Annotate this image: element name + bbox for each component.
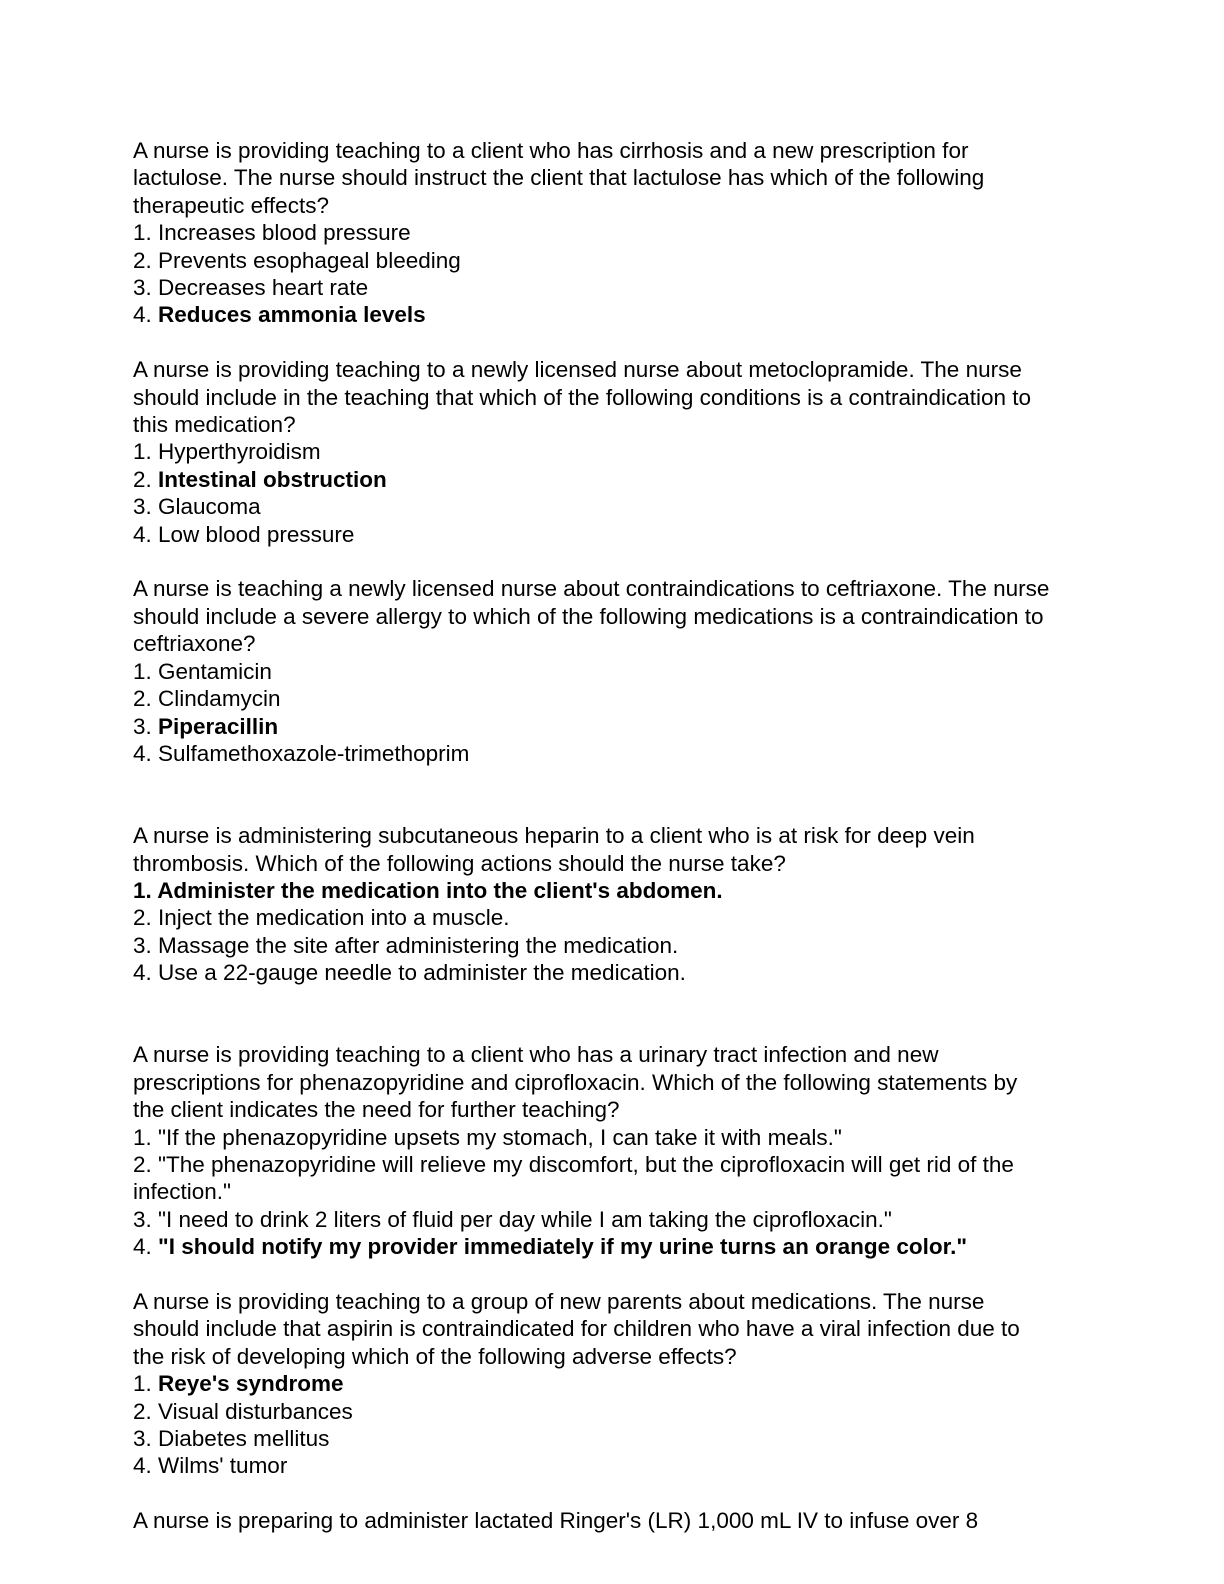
answer-option [133, 932, 1053, 959]
answer-option [133, 521, 1053, 548]
answer-option [133, 904, 1053, 931]
option-number: 4. [133, 740, 152, 766]
answer-options [133, 658, 1053, 768]
answer-option [133, 685, 1053, 712]
option-number: 3. [133, 1426, 152, 1452]
option-text: Prevents esophageal bleeding [158, 247, 461, 273]
option-text: Decreases heart rate [158, 275, 369, 301]
option-number: 2. [133, 686, 152, 712]
question-3 [133, 575, 1053, 767]
answer-option [133, 658, 1053, 685]
spacer [133, 1480, 1053, 1507]
question-stem: A nurse is preparing to administer lactated Ringer's (LR) 1,000 mL IV to infuse over 8 [133, 1508, 979, 1534]
option-number: 2. [133, 466, 152, 492]
option-text: Gentamicin [158, 658, 272, 684]
option-number: 3. [133, 494, 152, 520]
answer-option [133, 247, 1053, 274]
question-2 [133, 356, 1053, 548]
answer-options [133, 219, 1053, 329]
option-text: "I need to drink 2 liters of fluid per day while I am taking the ciprofloxacin." [158, 1206, 892, 1232]
spacer [133, 1261, 1053, 1288]
option-number: 4. [133, 1234, 152, 1260]
question-stem: A nurse is providing teaching to a client who has a urinary tract infection and new prescriptions for phenazopyridine and ciprofloxacin. Which of the following statements by the client indicates the need for further teaching? [133, 1042, 1018, 1123]
question-7 [133, 1507, 1053, 1534]
answer-options [133, 438, 1053, 548]
option-number: 2. [133, 1398, 152, 1424]
option-number: 4. [133, 302, 152, 328]
answer-option [133, 438, 1053, 465]
option-text: Massage the site after administering the medication. [158, 932, 679, 958]
option-number: 3. [133, 713, 152, 739]
option-text: Wilms' tumor [158, 1453, 288, 1479]
answer-option [133, 1398, 1053, 1425]
answer-option [133, 219, 1053, 246]
answer-option [133, 1206, 1053, 1233]
answer-option [133, 740, 1053, 767]
answer-option-correct [133, 1370, 1053, 1397]
option-text: Reye's syndrome [158, 1371, 344, 1397]
spacer [133, 767, 1053, 822]
question-stem: A nurse is providing teaching to a client who has cirrhosis and a new prescription for lactulose. The nurse should instruct the client that lactulose has which of the following therapeutic effects? [133, 138, 985, 218]
option-number: 1. [133, 220, 152, 246]
answer-option [133, 1452, 1053, 1479]
option-text: Use a 22-gauge needle to administer the medication. [158, 960, 686, 986]
question-stem: A nurse is administering subcutaneous heparin to a client who is at risk for deep vein thrombosis. Which of the following actions should the nurse take? [133, 823, 975, 876]
answer-option-correct [133, 877, 1053, 904]
option-text: Visual disturbances [158, 1398, 353, 1424]
question-6 [133, 1288, 1053, 1480]
question-4 [133, 822, 1053, 986]
option-text: Low blood pressure [158, 521, 355, 547]
option-number: 2. [133, 1151, 152, 1177]
option-text: Sulfamethoxazole-trimethoprim [158, 740, 470, 766]
option-number: 1. [133, 877, 152, 903]
spacer [133, 329, 1053, 356]
answer-option [133, 274, 1053, 301]
question-stem: A nurse is providing teaching to a newly licensed nurse about metoclopramide. The nurse should include in the teaching that which of the following conditions is a contraindication to this medication? [133, 357, 1032, 438]
answer-option [133, 1124, 1053, 1151]
question-1 [133, 137, 1053, 329]
answer-option-correct [133, 301, 1053, 328]
answer-options [133, 877, 1053, 987]
answer-option-correct [133, 466, 1053, 493]
option-text: "If the phenazopyridine upsets my stomach, I can take it with meals." [158, 1124, 842, 1150]
option-number: 3. [133, 275, 152, 301]
option-text: Reduces ammonia levels [158, 302, 426, 328]
option-text: Inject the medication into a muscle. [158, 905, 510, 931]
option-number: 4. [133, 960, 152, 986]
option-number: 2. [133, 247, 152, 273]
option-number: 4. [133, 1453, 152, 1479]
option-number: 1. [133, 1371, 152, 1397]
option-number: 1. [133, 658, 152, 684]
answer-option [133, 1425, 1053, 1452]
option-text: Intestinal obstruction [158, 466, 387, 492]
answer-options [133, 1124, 1053, 1261]
answer-option [133, 493, 1053, 520]
answer-option [133, 1151, 1053, 1206]
option-text: Administer the medication into the client's abdomen. [157, 877, 723, 903]
option-number: 4. [133, 521, 152, 547]
option-text: Glaucoma [158, 494, 261, 520]
option-text: Increases blood pressure [158, 220, 411, 246]
spacer [133, 548, 1053, 575]
answer-option [133, 959, 1053, 986]
document-page [133, 137, 1053, 1535]
option-number: 3. [133, 1206, 152, 1232]
option-number: 1. [133, 1124, 152, 1150]
answer-options [133, 1370, 1053, 1480]
option-text: Clindamycin [158, 686, 281, 712]
option-number: 1. [133, 439, 152, 465]
answer-option-correct [133, 1233, 1053, 1260]
option-text: Piperacillin [158, 713, 279, 739]
option-text: "I should notify my provider immediately if my urine turns an orange color." [158, 1234, 968, 1260]
option-number: 3. [133, 932, 152, 958]
option-text: Hyperthyroidism [158, 439, 321, 465]
answer-option-correct [133, 713, 1053, 740]
question-stem: A nurse is teaching a newly licensed nurse about contraindications to ceftriaxone. The nurse should include a severe allergy to which of the following medications is a contraindication to ceftriaxone? [133, 576, 1050, 657]
question-stem: A nurse is providing teaching to a group of new parents about medications. The nurse should include that aspirin is contraindicated for children who have a viral infection due to the risk of developing which of the following adverse effects? [133, 1288, 1020, 1369]
question-5 [133, 1041, 1053, 1260]
option-text: "The phenazopyridine will relieve my discomfort, but the ciprofloxacin will get rid of the infection." [133, 1151, 1014, 1205]
option-text: Diabetes mellitus [158, 1426, 330, 1452]
spacer [133, 987, 1053, 1042]
option-number: 2. [133, 905, 152, 931]
